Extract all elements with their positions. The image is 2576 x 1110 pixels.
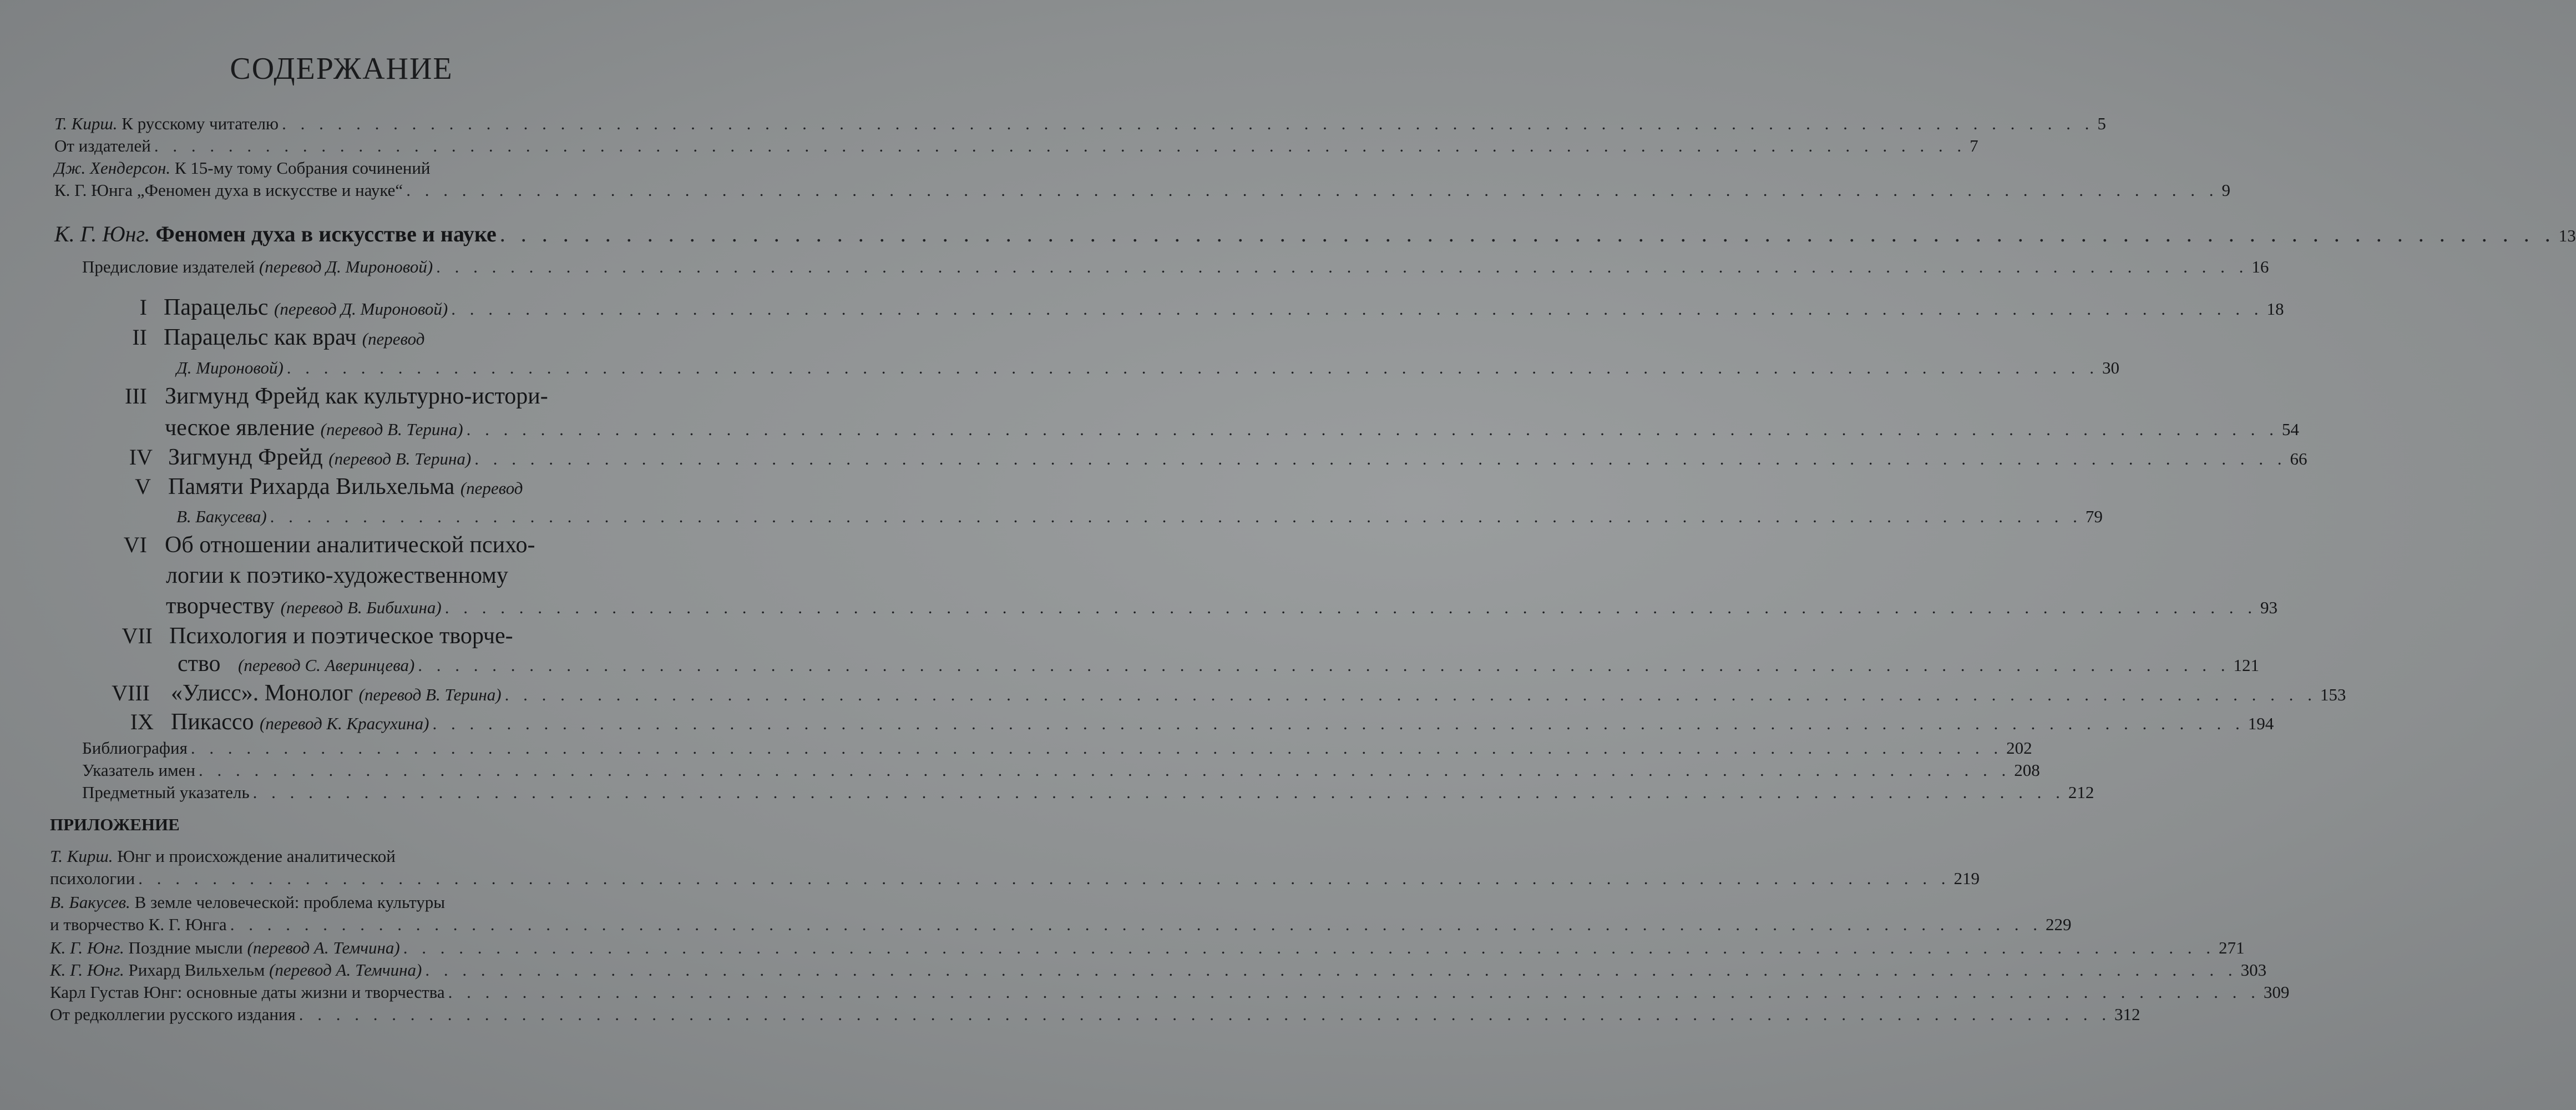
- appendix-heading: ПРИЛОЖЕНИЕ: [50, 815, 180, 834]
- page-number: 121: [2233, 655, 2260, 675]
- entry-translator: (перевод: [460, 478, 523, 498]
- chapter-title: ство: [178, 651, 221, 677]
- entry-author: Т. Кирш.: [50, 846, 113, 866]
- entry-title: Предметный указатель: [82, 783, 250, 802]
- leader-dots: [418, 655, 2230, 675]
- toc-chapter: [176, 507, 2103, 527]
- chapter-title: Психология и поэтическое творче-: [169, 623, 513, 649]
- chapter-title: Зигмунд Фрейд: [168, 445, 323, 470]
- entry-author: Дж. Хендерсон.: [54, 158, 171, 178]
- leader-dots: [432, 714, 2244, 734]
- toc-entry: [50, 1005, 2140, 1025]
- entry-translator: (перевод Д. Мироновой): [274, 299, 448, 319]
- toc-entry-line: [50, 892, 445, 912]
- entry-title: Карл Густав Юнг: основные даты жизни и творчества: [50, 982, 445, 1002]
- page-number: 13: [2558, 226, 2576, 245]
- leader-dots: [191, 738, 2003, 758]
- entry-author: В. Бакусев.: [50, 892, 130, 912]
- entry-title: От издателей: [54, 136, 151, 155]
- leader-dots: [287, 358, 2099, 378]
- page-number: 194: [2248, 714, 2274, 733]
- chapter-number: IV: [129, 445, 153, 470]
- toc-chapter: [176, 358, 2120, 378]
- chapter-title: творчеству: [166, 593, 275, 619]
- entry-title-cont: психологии: [50, 869, 135, 888]
- leader-dots: [445, 598, 2257, 618]
- leader-dots: [403, 938, 2215, 958]
- entry-translator: (перевод В. Терина): [320, 420, 463, 439]
- page-number: 208: [2014, 760, 2040, 780]
- entry-translator: (перевод: [362, 329, 425, 349]
- entry-translator: (перевод С. Аверинцева): [238, 655, 415, 675]
- chapter-number: II: [132, 325, 147, 350]
- entry-author: Т. Кирш.: [54, 114, 118, 133]
- leader-dots: [436, 257, 2248, 277]
- toc-entry: [82, 257, 2269, 277]
- page-number: 54: [2281, 420, 2299, 439]
- leader-dots: [406, 180, 2218, 200]
- leader-dots: [282, 114, 2094, 134]
- entry-title: Предисловие издателей: [82, 257, 255, 276]
- leader-dots: [270, 507, 2082, 527]
- entry-translator: (перевод В. Бибихина): [280, 598, 442, 617]
- toc-chapter: [178, 650, 2260, 677]
- chapter-title: Парацельс как врач: [164, 325, 357, 350]
- chapter-number: I: [139, 295, 147, 320]
- leader-dots: [500, 221, 2555, 247]
- entry-title: Рихард Вильхельм: [128, 960, 265, 980]
- chapter-number: VI: [123, 532, 147, 557]
- page-number: 93: [2260, 598, 2278, 617]
- leader-dots: [230, 915, 2042, 935]
- toc-chapter: [165, 415, 2299, 441]
- entry-translator: В. Бакусева): [176, 507, 267, 526]
- page-number: 7: [1970, 136, 1978, 155]
- entry-title: В земле человеческой: проблема культуры: [134, 892, 446, 912]
- entry-title: Юнг и происхождение аналитической: [117, 846, 396, 866]
- toc-chapter: [168, 444, 2307, 471]
- page-number: 309: [2263, 982, 2290, 1002]
- page-number: 153: [2320, 685, 2346, 704]
- entry-author: К. Г. Юнг.: [54, 221, 150, 246]
- chapter-title-line: [164, 324, 424, 351]
- leader-dots: [299, 1005, 2111, 1025]
- chapter-title: логии к поэтико-художественному: [166, 563, 508, 588]
- chapter-number: IX: [130, 709, 154, 734]
- entry-translator: Д. Мироновой): [176, 358, 284, 377]
- leader-dots: [505, 685, 2317, 705]
- entry-title-cont: и творчество К. Г. Юнга: [50, 915, 227, 934]
- page-number: 202: [2006, 738, 2032, 758]
- chapter-number: VII: [122, 623, 153, 648]
- entry-translator: (перевод А. Темчина): [247, 938, 400, 957]
- toc-chapter: [171, 709, 2274, 735]
- entry-title: К русскому читателю: [122, 114, 279, 133]
- entry-title: Библиография: [82, 738, 188, 758]
- leader-dots: [138, 869, 1950, 889]
- entry-author: К. Г. Юнг.: [50, 938, 124, 957]
- page-title: СОДЕРЖАНИЕ: [230, 52, 453, 86]
- chapter-title: «Улисс». Монолог: [171, 680, 353, 706]
- leader-dots: [154, 136, 1966, 156]
- chapter-title: Пикассо: [171, 709, 254, 735]
- chapter-title: Зигмунд Фрейд как культурно-истори-: [165, 384, 548, 409]
- page-number: 5: [2097, 114, 2106, 133]
- page-number: 229: [2045, 915, 2072, 934]
- chapter-title: ческое явление: [165, 415, 315, 441]
- toc-entry: [50, 982, 2290, 1002]
- toc-entry: [50, 960, 2267, 980]
- toc-entry-line: [54, 158, 431, 178]
- leader-dots: [425, 960, 2237, 980]
- entry-translator: (перевод В. Терина): [328, 449, 472, 468]
- toc-entry: [50, 869, 1980, 889]
- toc-entry: [54, 114, 2106, 134]
- page-number: 30: [2102, 358, 2120, 377]
- toc-entry: [54, 136, 1978, 156]
- chapter-title: Памяти Рихарда Вильхельма: [168, 474, 455, 500]
- entry-title-cont: К. Г. Юнга „Феномен духа в искусстве и науке“: [54, 180, 403, 200]
- chapter-number: III: [125, 384, 147, 408]
- entry-title: От редколлегии русского издания: [50, 1005, 296, 1024]
- entry-title: Поздние мысли: [128, 938, 243, 957]
- toc-chapter: [171, 680, 2346, 707]
- toc-entry: [82, 783, 2094, 803]
- toc-chapter: [166, 593, 2278, 619]
- toc-entry-line: [50, 846, 396, 866]
- entry-translator: (перевод В. Терина): [358, 685, 502, 704]
- toc-entry: [50, 938, 2245, 958]
- page-number: 271: [2219, 938, 2245, 957]
- chapter-title: Парацельс: [164, 295, 269, 320]
- toc-entry: [82, 760, 2040, 780]
- page-number: 16: [2251, 257, 2269, 276]
- entry-title: Указатель имен: [82, 760, 195, 780]
- toc-chapter: [164, 294, 2284, 321]
- page-number: 212: [2068, 783, 2094, 802]
- leader-dots: [451, 299, 2263, 319]
- entry-title: К 15-му тому Собрания сочинений: [174, 158, 431, 178]
- chapter-title: Об отношении аналитической психо-: [165, 532, 535, 558]
- toc-entry: [50, 915, 2072, 935]
- entry-author: К. Г. Юнг.: [50, 960, 124, 980]
- page-number: 312: [2114, 1005, 2140, 1024]
- entry-translator: (перевод К. Красухина): [260, 714, 429, 733]
- toc-entry: [54, 180, 2230, 200]
- page-number: 219: [1953, 869, 1980, 888]
- page-number: 18: [2266, 299, 2284, 319]
- chapter-title-line: [168, 473, 523, 500]
- entry-title: Феномен духа в искусстве и науке: [155, 221, 497, 246]
- leader-dots: [253, 783, 2065, 803]
- entry-translator: (перевод Д. Мироновой): [259, 257, 433, 276]
- chapter-number: VIII: [112, 680, 150, 705]
- toc-entry: [82, 738, 2032, 758]
- chapter-number: V: [135, 474, 151, 499]
- entry-translator: (перевод А. Темчина): [269, 960, 422, 980]
- leader-dots: [467, 420, 2279, 440]
- page-number: 66: [2290, 449, 2307, 468]
- toc-main-entry: [54, 221, 2576, 247]
- leader-dots: [474, 449, 2286, 469]
- page-number: 303: [2240, 960, 2267, 980]
- leader-dots: [199, 760, 2011, 780]
- page-number: 9: [2221, 180, 2230, 200]
- page-number: 79: [2085, 507, 2103, 526]
- leader-dots: [448, 982, 2260, 1002]
